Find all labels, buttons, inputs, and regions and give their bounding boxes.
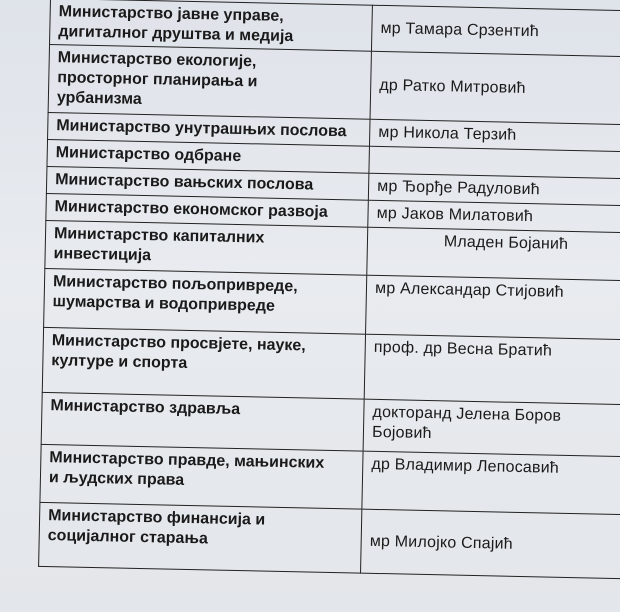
government-table bbox=[38, 0, 620, 579]
ministry-name-line: Министарство одбране bbox=[55, 144, 242, 166]
ministry-cell bbox=[45, 220, 368, 275]
table-row bbox=[39, 502, 620, 579]
minister-name: др Владимир Лепосавић bbox=[371, 455, 560, 477]
ministry-name-line: Министарство вањских послова bbox=[55, 171, 314, 194]
minister-name: мр Александар Стијовић bbox=[374, 279, 565, 301]
ministry-cell bbox=[39, 502, 362, 573]
minister-name: др Ратко Митровић bbox=[379, 76, 526, 97]
minister-cell bbox=[372, 5, 620, 57]
minister-name: мр Милојко Спајић bbox=[369, 532, 513, 553]
minister-name: мр Јаков Милатовић bbox=[376, 204, 534, 226]
ministry-name-line: Министарство здравља bbox=[50, 397, 241, 419]
ministry-name-line: Министарство унутрашњих послова bbox=[56, 117, 347, 141]
ministry-name-line: Министарство пољопривреде, bbox=[52, 273, 298, 296]
ministry-name-line: просторног планирања и bbox=[57, 69, 258, 91]
minister-cell bbox=[370, 51, 620, 125]
minister-cell bbox=[366, 275, 620, 340]
minister-name: мр Ђорђе Радуловић bbox=[377, 177, 540, 199]
ministry-name-line: Министарство капиталних bbox=[53, 225, 265, 247]
minister-cell bbox=[363, 399, 620, 457]
ministry-name-line: културе и спорта bbox=[51, 352, 188, 372]
minister-name: мр Никола Терзић bbox=[378, 123, 517, 144]
minister-cell bbox=[367, 227, 620, 281]
ministry-cell bbox=[42, 327, 365, 399]
ministry-name-line: Министарство јавне управе, bbox=[58, 3, 284, 25]
ministry-name-line: Министарство економског развоја bbox=[54, 198, 328, 221]
minister-cell bbox=[361, 509, 620, 579]
table-row bbox=[48, 45, 620, 126]
ministry-name-line: инвестиција bbox=[53, 245, 152, 265]
minister-name: мр Тамара Срзентић bbox=[380, 19, 540, 41]
ministry-cell bbox=[44, 268, 367, 334]
ministry-cell bbox=[40, 444, 363, 509]
minister-cell bbox=[362, 451, 620, 515]
ministry-name-line: и људских права bbox=[48, 469, 185, 489]
ministry-name-line: шумарства и водопривреде bbox=[52, 293, 276, 315]
minister-cell bbox=[364, 334, 620, 405]
ministry-name-line: социјалног старања bbox=[47, 527, 208, 548]
ministry-name-line: урбанизма bbox=[56, 89, 142, 108]
ministry-cell bbox=[50, 0, 373, 51]
ministry-name-line: Министарство просвјете, науке, bbox=[51, 332, 306, 355]
minister-name: проф. др Весна Братић bbox=[373, 338, 553, 360]
minister-name: Бојовић bbox=[371, 423, 432, 443]
ministry-name-line: Министарство правде, мањинских bbox=[49, 449, 325, 472]
minister-name: Младен Бојанић bbox=[443, 233, 569, 253]
minister-name bbox=[378, 150, 620, 155]
ministry-cell bbox=[48, 45, 371, 120]
ministry-name-line: дигиталног друштва и медија bbox=[58, 23, 294, 46]
ministry-cell bbox=[41, 392, 364, 451]
ministry-name-line: Министарство екологије, bbox=[57, 49, 257, 71]
minister-name: докторанд Јелена Боров bbox=[372, 403, 562, 425]
ministry-name-line: Министарство финансија и bbox=[47, 507, 266, 529]
